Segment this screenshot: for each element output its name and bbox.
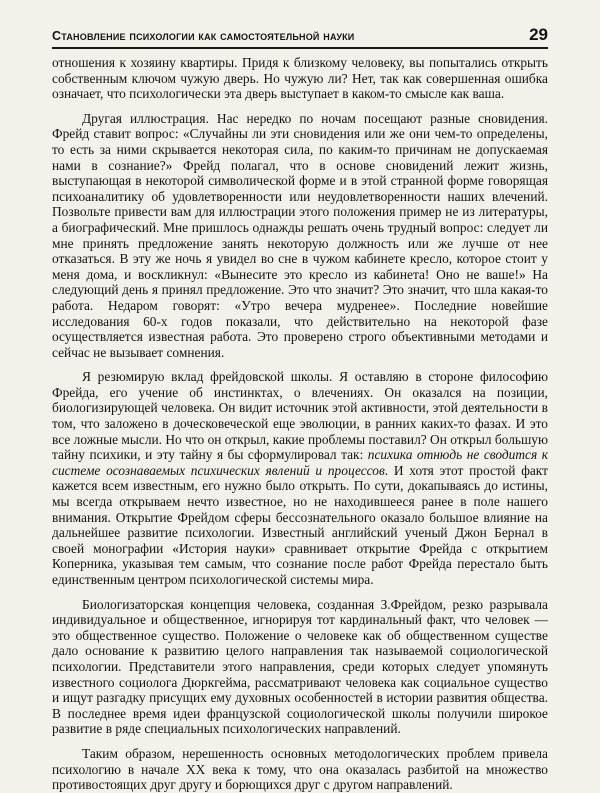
running-head: Становление психологии как самостоятельной науки bbox=[52, 29, 355, 43]
paragraph-sociological: Биологизаторская концепция человека, созданная З.Фрейдом, резко разрывала индивидуальное и общественное, игнорируя тот кардинальный факт, что человек — это общественное существо. Положение о человеке как об общественном существе дало основание к развитию целого направления так называемой социологической психологии. Представители этого направления, среди которых следует упомянуть известного социолога Дюркгейма, рассматривают человека как социальное существо и ищут разгадку присущих ему духовных особенностей в истории развития общества. В последнее время идеи французской социологической школы получили широкое развитие в ряде специальных психологических направлений. bbox=[52, 596, 548, 737]
paragraph-text: Я резюмирую вклад фрейдовской школы. Я оставляю в стороне философию Фрейда, его учение об инстинктах, о влечениях. Он оказался на позиции, биологизирующей человека. Он видит источник этой активности, этой деятельности в том, что заложено в доческовеческой еще эволюции, в ранних каких-то фазах. И это все ложные мысли. Но что он открыл, какие проблемы поставил? Он открыл большую тайну психики, и эту тайну я бы сформулировал так: bbox=[52, 369, 548, 463]
paragraph-dream-illustration: Другая иллюстрация. Нас нередко по ночам посещают разные сновидения. Фрейд ставит вопрос: «Случайны ли эти сновидения или же они чем-то определены, то есть за ними скрывается некоторая сила, по каким-то причинам не допускаемая нами в сознание?» Фрейд полагал, что в основе сновидений лежит жизнь, выступающая в некоторой символической форме и в этой странной форме говорящая психоаналитику об удовлетворенности или неудовлетворенности наших влечений. Позвольте привести вам для иллюстрации этого положения пример не из литературы, а биографический. Мне пришлось однажды решать очень трудный вопрос: следует ли мне принять предложение занять некоторую должность или же лучше от нее отказаться. В эту же ночь я увидел во сне в чужом кабинете кресло, которое стоит у меня дома, и воскликнул: «Вынесите это кресло из кабинета! Оно не ваше!» На следующий день я принял предложение. Это что значит? Это значит, что шла какая-то работа. Недаром говорят: «Утро вечера мудренее». Последние новейшие исследования 60-х годов показали, что действительно на некоторой фазе осуществляется известная работа. Это проверено строго объективными методами и сейчас не вызывает сомнения. bbox=[52, 110, 548, 360]
paragraph-freud-summary bbox=[52, 369, 548, 587]
body-text bbox=[52, 55, 548, 793]
page-header bbox=[52, 26, 548, 49]
paragraph-conclusion: Таким образом, нерешенность основных методологических проблем привела психологию в начале XX века к тому, что она оказалась разбитой на множество противостоящих друг другу и борющихся друг с другом направлений. bbox=[52, 745, 548, 793]
paragraph-continued: отношения к хозяину квартиры. Придя к близкому человеку, вы попытались открыть собственным ключом чужую дверь. Но чужую ли? Нет, так как совершенная ошибка означает, что психологически эта дверь выступает в каком-то смысле как ваша. bbox=[52, 55, 548, 102]
emphasis-text: психика отнюдь не сводится к системе осознаваемых психических явлений и процессов bbox=[52, 447, 548, 478]
page-number: 29 bbox=[529, 25, 548, 44]
paragraph-text: . И хотя этот простой факт кажется всем известным, его нужно было открыть. По сути, докапываясь до истины, мы всегда открываем нечто известное, но не находившееся ранее в поле нашего внимания. Открытие Фрейдом сферы бессознательного оказало большое влияние на дальнейшее развитие психологии. Известный английский ученый Джон Бернал в своей монографии «История науки» сравнивает открытие Фрейда с открытием Коперника, указывая тем самым, что сознание после работ Фрейда перестало быть единственным центром психологической системы мира. bbox=[52, 462, 548, 587]
